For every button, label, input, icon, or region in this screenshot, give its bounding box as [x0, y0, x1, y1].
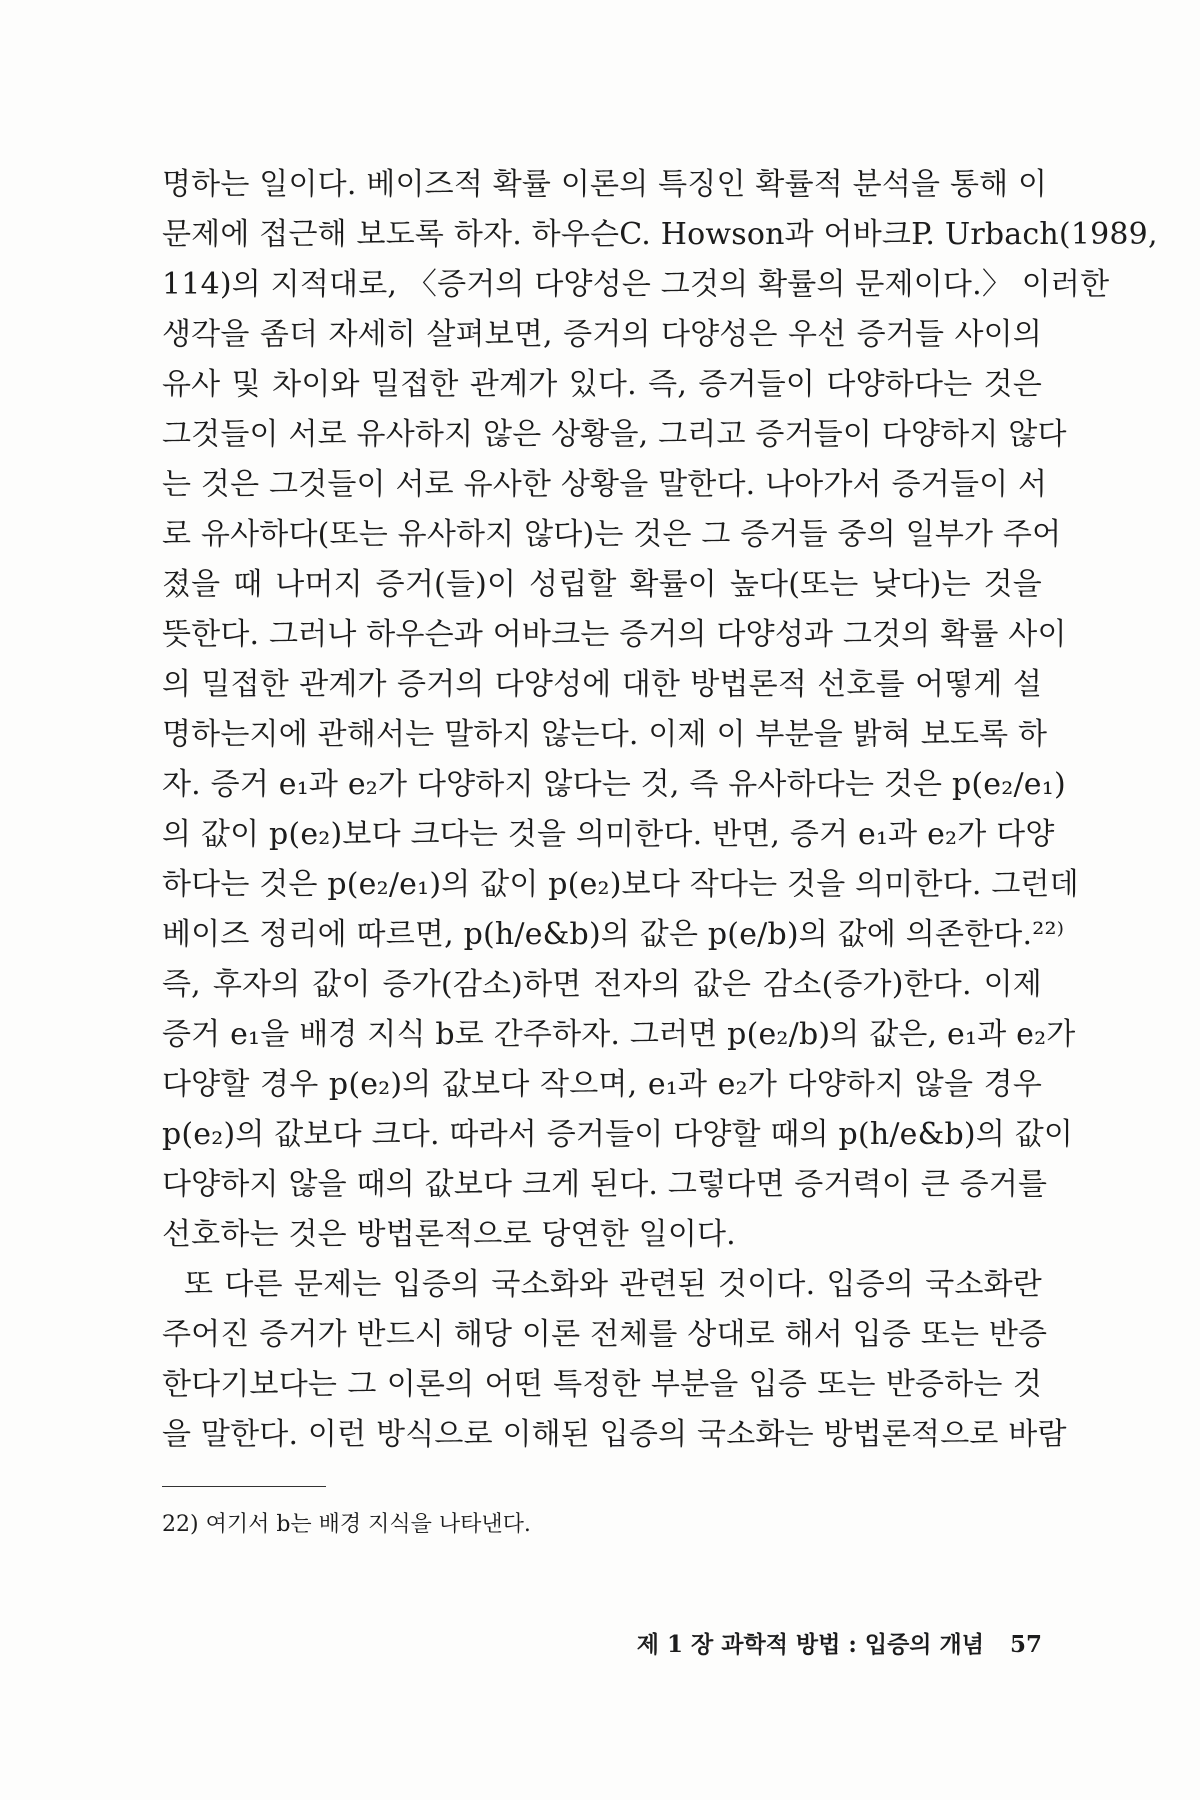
- text-line: 선호하는 것은 방법론적으로 당연한 일이다.: [162, 1217, 736, 1252]
- chapter-title: 제 1 장 과학적 방법 : 입증의 개념: [636, 1631, 984, 1658]
- text-line: 졌을 때 나머지 증거(들)이 성립할 확률이 높다(또는 낮다)는 것을: [162, 567, 1042, 602]
- text-line: 명하는 일이다. 베이즈적 확률 이론의 특징인 확률적 분석을 통해 이: [162, 167, 1048, 202]
- text-line: 명하는지에 관해서는 말하지 않는다. 이제 이 부분을 밝혀 보도록 하: [162, 717, 1048, 752]
- text-line: 114)의 지적대로, 〈증거의 다양성은 그것의 확률의 문제이다.〉 이러한: [162, 267, 1110, 302]
- running-footer: [637, 1626, 1042, 1659]
- text-line: p(e₂)의 값보다 크다. 따라서 증거들이 다양할 때의 p(h/e&b)의 값이: [162, 1117, 1074, 1152]
- text-line: 즉, 후자의 값이 증가(감소)하면 전자의 값은 감소(증가)한다. 이제: [162, 967, 1042, 1002]
- text-line: 베이즈 정리에 따르면, p(h/e&b)의 값은 p(e/b)의 값에 의존한다.²²⁾: [162, 917, 1065, 952]
- text-line: 그것들이 서로 유사하지 않은 상황을, 그리고 증거들이 다양하지 않다: [162, 417, 1067, 452]
- text-line: 주어진 증거가 반드시 해당 이론 전체를 상대로 해서 입증 또는 반증: [162, 1317, 1048, 1352]
- body-text: [162, 160, 1158, 1460]
- footnote-divider: [162, 1486, 326, 1487]
- text-line: 뜻한다. 그러나 하우슨과 어바크는 증거의 다양성과 그것의 확률 사이: [162, 617, 1067, 652]
- text-line: 는 것은 그것들이 서로 유사한 상황을 말한다. 나아가서 증거들이 서: [162, 467, 1048, 502]
- text-line: 의 밀접한 관계가 증거의 다양성에 대한 방법론적 선호를 어떻게 설: [162, 667, 1042, 702]
- text-line: 증거 e₁을 배경 지식 b로 간주하자. 그러면 p(e₂/b)의 값은, e₁과 e₂가: [162, 1017, 1076, 1052]
- text-line: 하다는 것은 p(e₂/e₁)의 값이 p(e₂)보다 작다는 것을 의미한다. 그런데: [162, 867, 1079, 902]
- text-line: 다양하지 않을 때의 값보다 크게 된다. 그렇다면 증거력이 큰 증거를: [162, 1167, 1048, 1202]
- text-line: 자. 증거 e₁과 e₂가 다양하지 않다는 것, 즉 유사하다는 것은 p(e₂/e₁): [162, 767, 1066, 802]
- footnote: 22) 여기서 b는 배경 지식을 나타낸다.: [162, 1512, 531, 1537]
- text-line: 한다기보다는 그 이론의 어떤 특정한 부분을 입증 또는 반증하는 것: [162, 1367, 1042, 1402]
- page-number: 57: [1009, 1631, 1042, 1658]
- text-line: 다양할 경우 p(e₂)의 값보다 작으며, e₁과 e₂가 다양하지 않을 경우: [162, 1067, 1042, 1102]
- text-line: 의 값이 p(e₂)보다 크다는 것을 의미한다. 반면, 증거 e₁과 e₂가 다양: [162, 817, 1055, 852]
- text-line: 유사 및 차이와 밀접한 관계가 있다. 즉, 증거들이 다양하다는 것은: [162, 367, 1042, 402]
- text-line-paragraph-start: 또 다른 문제는 입증의 국소화와 관련된 것이다. 입증의 국소화란: [184, 1267, 1042, 1302]
- text-line: 을 말한다. 이런 방식으로 이해된 입증의 국소화는 방법론적으로 바람: [162, 1417, 1067, 1452]
- text-line: 로 유사하다(또는 유사하지 않다)는 것은 그 증거들 중의 일부가 주어: [162, 517, 1062, 552]
- text-line: 문제에 접근해 보도록 하자. 하우슨C. Howson과 어바크P. Urbach(1989,: [162, 217, 1158, 252]
- text-line: 생각을 좀더 자세히 살펴보면, 증거의 다양성은 우선 증거들 사이의: [162, 317, 1042, 352]
